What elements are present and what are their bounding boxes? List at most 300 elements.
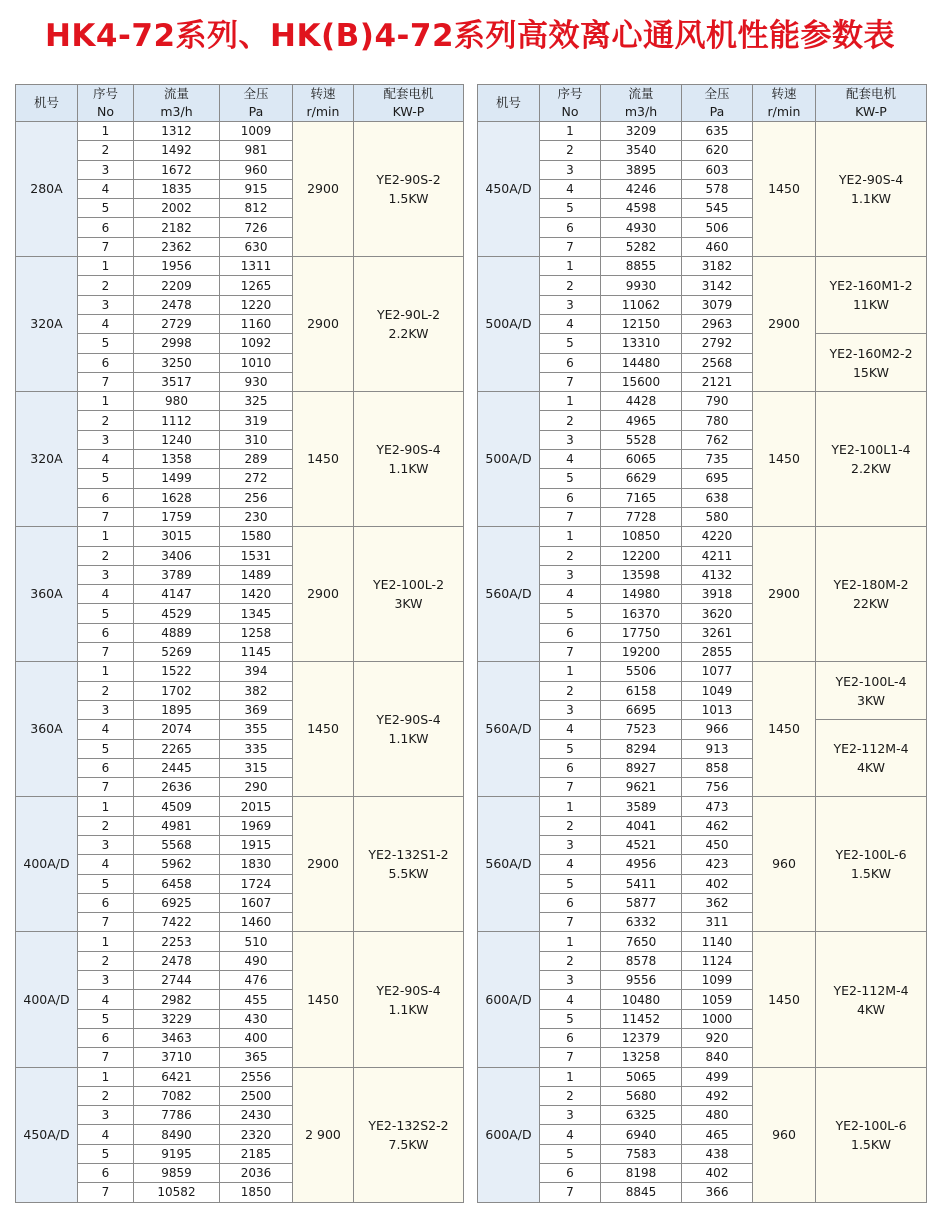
flow-value: 1702	[134, 681, 220, 700]
motor-spec	[354, 1067, 464, 1202]
flow-value: 4598	[601, 199, 682, 218]
flow-value: 13310	[601, 334, 682, 353]
flow-value: 4981	[134, 816, 220, 835]
pressure-value: 1160	[220, 314, 293, 333]
row-number: 5	[78, 199, 134, 218]
motor-model: YE2-90S-4	[838, 172, 904, 188]
pressure-value: 2015	[220, 797, 293, 816]
pressure-value: 450	[682, 835, 753, 854]
flow-value: 19200	[601, 643, 682, 662]
pressure-value: 3182	[682, 257, 753, 276]
table-row	[478, 720, 927, 739]
pressure-value: 476	[220, 971, 293, 990]
flow-value: 1112	[134, 411, 220, 430]
motor-model: YE2-100L-6	[835, 847, 907, 863]
row-number: 2	[78, 816, 134, 835]
motor-power: 1.1KW	[388, 461, 429, 477]
row-number: 3	[78, 160, 134, 179]
motor-power: 11KW	[852, 297, 890, 313]
motor-power: 3KW	[394, 596, 423, 612]
row-number: 7	[540, 237, 601, 256]
pressure-value: 1850	[220, 1183, 293, 1202]
flow-value: 7422	[134, 913, 220, 932]
motor-model: YE2-100L-2	[372, 577, 445, 593]
row-number: 4	[540, 855, 601, 874]
pressure-value: 1077	[682, 662, 753, 681]
flow-value: 4529	[134, 604, 220, 623]
flow-value: 4956	[601, 855, 682, 874]
flow-value: 3540	[601, 141, 682, 160]
flow-value: 2002	[134, 199, 220, 218]
row-number: 5	[78, 739, 134, 758]
flow-value: 6925	[134, 893, 220, 912]
pressure-value: 4132	[682, 565, 753, 584]
pressure-value: 2855	[682, 643, 753, 662]
table-row	[478, 797, 927, 816]
fan-model: 600A/D	[478, 1067, 540, 1202]
pressure-value: 1009	[220, 122, 293, 141]
flow-value: 2478	[134, 951, 220, 970]
pressure-value: 1013	[682, 700, 753, 719]
row-number: 4	[540, 314, 601, 333]
pressure-value: 315	[220, 758, 293, 777]
fan-model: 560A/D	[478, 662, 540, 797]
flow-value: 3015	[134, 527, 220, 546]
table-row	[478, 334, 927, 353]
flow-value: 9930	[601, 276, 682, 295]
flow-value: 980	[134, 392, 220, 411]
flow-value: 4521	[601, 835, 682, 854]
pressure-value: 3261	[682, 623, 753, 642]
pressure-value: 362	[682, 893, 753, 912]
row-number: 6	[540, 893, 601, 912]
motor-spec	[816, 797, 927, 932]
flow-value: 8845	[601, 1183, 682, 1202]
flow-value: 8490	[134, 1125, 220, 1144]
flow-value: 8855	[601, 257, 682, 276]
flow-value: 4041	[601, 816, 682, 835]
row-number: 6	[78, 218, 134, 237]
row-number: 5	[540, 1144, 601, 1163]
pressure-value: 465	[682, 1125, 753, 1144]
flow-value: 3789	[134, 565, 220, 584]
row-number: 6	[540, 758, 601, 777]
motor-spec	[816, 662, 927, 720]
motor-spec	[354, 392, 464, 527]
pressure-value: 780	[682, 411, 753, 430]
flow-value: 3895	[601, 160, 682, 179]
pressure-value: 1311	[220, 257, 293, 276]
pressure-value: 1000	[682, 1009, 753, 1028]
pressure-value: 1531	[220, 546, 293, 565]
row-number: 2	[78, 141, 134, 160]
pressure-value: 603	[682, 160, 753, 179]
header-speed: 转速	[753, 85, 816, 104]
table-row	[478, 122, 927, 141]
row-number: 6	[78, 488, 134, 507]
row-number: 5	[540, 739, 601, 758]
flow-value: 12150	[601, 314, 682, 333]
row-number: 7	[78, 1048, 134, 1067]
row-number: 5	[540, 604, 601, 623]
pressure-value: 726	[220, 218, 293, 237]
pressure-value: 578	[682, 179, 753, 198]
row-number: 2	[540, 141, 601, 160]
speed-value: 2900	[753, 527, 816, 662]
fan-model: 400A/D	[16, 932, 78, 1067]
row-number: 1	[78, 932, 134, 951]
row-number: 3	[78, 430, 134, 449]
motor-power: 1.1KW	[851, 191, 891, 207]
flow-value: 3250	[134, 353, 220, 372]
header-flow: 流量	[134, 85, 220, 104]
pressure-value: 499	[682, 1067, 753, 1086]
flow-value: 2182	[134, 218, 220, 237]
fan-model: 560A/D	[478, 527, 540, 662]
pressure-value: 4220	[682, 527, 753, 546]
motor-power: 1.5KW	[851, 1136, 891, 1152]
motor-model: YE2-112M-4	[833, 741, 909, 757]
speed-value: 960	[753, 1067, 816, 1202]
row-number: 7	[540, 913, 601, 932]
row-number: 5	[540, 334, 601, 353]
motor-spec	[354, 527, 464, 662]
flow-value: 9556	[601, 971, 682, 990]
pressure-value: 3079	[682, 295, 753, 314]
flow-value: 8198	[601, 1164, 682, 1183]
row-number: 6	[540, 218, 601, 237]
pressure-value: 2792	[682, 334, 753, 353]
row-number: 7	[78, 643, 134, 662]
pressure-value: 695	[682, 469, 753, 488]
flow-value: 2445	[134, 758, 220, 777]
flow-value: 3463	[134, 1028, 220, 1047]
flow-value: 7165	[601, 488, 682, 507]
row-number: 4	[78, 314, 134, 333]
fan-model: 280A	[16, 122, 78, 257]
motor-spec	[816, 932, 927, 1067]
pressure-value: 960	[220, 160, 293, 179]
pressure-value: 230	[220, 507, 293, 526]
pressure-value: 930	[220, 372, 293, 391]
pressure-value: 762	[682, 430, 753, 449]
motor-model: YE2-90S-4	[376, 712, 441, 728]
header-motor-unit: KW-P	[354, 103, 464, 122]
flow-value: 5877	[601, 893, 682, 912]
row-number: 6	[78, 758, 134, 777]
row-number: 7	[78, 237, 134, 256]
pressure-value: 1099	[682, 971, 753, 990]
row-number: 6	[78, 1164, 134, 1183]
speed-value: 2900	[293, 122, 354, 257]
pressure-value: 2500	[220, 1086, 293, 1105]
pressure-value: 430	[220, 1009, 293, 1028]
flow-value: 2253	[134, 932, 220, 951]
speed-value: 2900	[293, 797, 354, 932]
row-number: 3	[540, 700, 601, 719]
pressure-value: 335	[220, 739, 293, 758]
pressure-value: 460	[682, 237, 753, 256]
flow-value: 9195	[134, 1144, 220, 1163]
motor-power: 2.2KW	[851, 461, 891, 477]
pressure-value: 473	[682, 797, 753, 816]
header-speed: 转速	[293, 85, 354, 104]
pressure-value: 369	[220, 700, 293, 719]
row-number: 3	[78, 835, 134, 854]
row-number: 6	[78, 353, 134, 372]
pressure-value: 1607	[220, 893, 293, 912]
flow-value: 11062	[601, 295, 682, 314]
row-number: 5	[78, 1144, 134, 1163]
pressure-value: 290	[220, 778, 293, 797]
row-number: 5	[78, 469, 134, 488]
header-pressure-unit: Pa	[682, 103, 753, 122]
pressure-value: 462	[682, 816, 753, 835]
flow-value: 2636	[134, 778, 220, 797]
flow-value: 3517	[134, 372, 220, 391]
row-number: 4	[78, 585, 134, 604]
fan-model: 560A/D	[478, 797, 540, 932]
flow-value: 17750	[601, 623, 682, 642]
motor-spec	[354, 932, 464, 1067]
pressure-value: 840	[682, 1048, 753, 1067]
pressure-value: 620	[682, 141, 753, 160]
row-number: 1	[78, 257, 134, 276]
pressure-value: 1258	[220, 623, 293, 642]
row-number: 2	[78, 951, 134, 970]
flow-value: 9859	[134, 1164, 220, 1183]
flow-value: 13598	[601, 565, 682, 584]
row-number: 1	[78, 392, 134, 411]
flow-value: 10582	[134, 1183, 220, 1202]
pressure-value: 1724	[220, 874, 293, 893]
flow-value: 11452	[601, 1009, 682, 1028]
pressure-value: 394	[220, 662, 293, 681]
pressure-value: 366	[682, 1183, 753, 1202]
header-no-unit: No	[78, 103, 134, 122]
motor-model: YE2-100L-6	[835, 1117, 907, 1133]
speed-value: 1450	[753, 932, 816, 1067]
header-motor: 配套电机	[816, 85, 927, 104]
pressure-value: 1345	[220, 604, 293, 623]
flow-value: 2998	[134, 334, 220, 353]
flow-value: 5506	[601, 662, 682, 681]
motor-spec	[816, 392, 927, 527]
fan-model: 320A	[16, 257, 78, 392]
row-number: 7	[78, 372, 134, 391]
header-flow-unit: m3/h	[601, 103, 682, 122]
row-number: 2	[78, 546, 134, 565]
row-number: 7	[78, 507, 134, 526]
motor-power: 2.2KW	[388, 326, 429, 342]
fan-model: 500A/D	[478, 257, 540, 392]
row-number: 4	[78, 990, 134, 1009]
row-number: 2	[540, 411, 601, 430]
row-number: 2	[78, 276, 134, 295]
row-number: 7	[540, 507, 601, 526]
speed-value: 2900	[293, 527, 354, 662]
row-number: 6	[78, 623, 134, 642]
pressure-value: 790	[682, 392, 753, 411]
row-number: 4	[540, 450, 601, 469]
pressure-value: 256	[220, 488, 293, 507]
row-number: 7	[78, 778, 134, 797]
row-number: 7	[78, 1183, 134, 1202]
flow-value: 10480	[601, 990, 682, 1009]
pressure-value: 2556	[220, 1067, 293, 1086]
pressure-value: 580	[682, 507, 753, 526]
pressure-value: 455	[220, 990, 293, 1009]
pressure-value: 510	[220, 932, 293, 951]
speed-value: 1450	[753, 662, 816, 797]
pressure-value: 310	[220, 430, 293, 449]
pressure-value: 635	[682, 122, 753, 141]
row-number: 4	[540, 720, 601, 739]
row-number: 3	[540, 835, 601, 854]
speed-value: 1450	[753, 122, 816, 257]
pressure-value: 311	[682, 913, 753, 932]
pressure-value: 2568	[682, 353, 753, 372]
flow-value: 4147	[134, 585, 220, 604]
pressure-value: 1830	[220, 855, 293, 874]
row-number: 4	[540, 585, 601, 604]
motor-model: YE2-112M-4	[833, 982, 909, 998]
flow-value: 1956	[134, 257, 220, 276]
row-number: 6	[540, 623, 601, 642]
motor-spec	[816, 720, 927, 797]
flow-value: 1628	[134, 488, 220, 507]
row-number: 2	[540, 951, 601, 970]
header-flow: 流量	[601, 85, 682, 104]
flow-value: 7728	[601, 507, 682, 526]
flow-value: 3229	[134, 1009, 220, 1028]
motor-power: 7.5KW	[388, 1136, 429, 1152]
motor-model: YE2-100L-4	[835, 673, 907, 689]
row-number: 1	[78, 662, 134, 681]
fan-model: 320A	[16, 392, 78, 527]
row-number: 1	[540, 527, 601, 546]
flow-value: 5269	[134, 643, 220, 662]
motor-spec	[354, 797, 464, 932]
flow-value: 2478	[134, 295, 220, 314]
motor-spec	[816, 527, 927, 662]
flow-value: 6332	[601, 913, 682, 932]
row-number: 5	[540, 1009, 601, 1028]
row-number: 3	[540, 430, 601, 449]
pressure-value: 1220	[220, 295, 293, 314]
motor-model: YE2-160M2-2	[829, 345, 913, 361]
table-row	[16, 392, 464, 411]
speed-value: 1450	[753, 392, 816, 527]
flow-value: 1759	[134, 507, 220, 526]
flow-value: 6158	[601, 681, 682, 700]
flow-value: 3406	[134, 546, 220, 565]
pressure-value: 2036	[220, 1164, 293, 1183]
flow-value: 2982	[134, 990, 220, 1009]
flow-value: 10850	[601, 527, 682, 546]
table-row	[16, 1067, 464, 1086]
row-number: 3	[540, 295, 601, 314]
row-number: 3	[78, 565, 134, 584]
pressure-value: 272	[220, 469, 293, 488]
flow-value: 13258	[601, 1048, 682, 1067]
row-number: 6	[540, 1164, 601, 1183]
row-number: 7	[540, 778, 601, 797]
flow-value: 5680	[601, 1086, 682, 1105]
pressure-value: 1460	[220, 913, 293, 932]
table-row	[478, 257, 927, 276]
row-number: 1	[540, 662, 601, 681]
flow-value: 5568	[134, 835, 220, 854]
flow-value: 1492	[134, 141, 220, 160]
flow-value: 12200	[601, 546, 682, 565]
fan-model: 450A/D	[16, 1067, 78, 1202]
flow-value: 4509	[134, 797, 220, 816]
row-number: 2	[540, 276, 601, 295]
row-number: 4	[540, 990, 601, 1009]
flow-value: 14480	[601, 353, 682, 372]
row-number: 3	[78, 971, 134, 990]
flow-value: 4930	[601, 218, 682, 237]
motor-spec	[816, 334, 927, 392]
motor-power: 22KW	[852, 596, 890, 612]
flow-value: 9621	[601, 778, 682, 797]
flow-value: 5962	[134, 855, 220, 874]
row-number: 2	[540, 816, 601, 835]
flow-value: 3589	[601, 797, 682, 816]
header-pressure: 全压	[220, 85, 293, 104]
motor-model: YE2-90S-2	[376, 172, 441, 188]
flow-value: 8578	[601, 951, 682, 970]
flow-value: 8294	[601, 739, 682, 758]
motor-model: YE2-160M1-2	[829, 278, 913, 294]
motor-power: 1.5KW	[388, 191, 429, 207]
row-number: 5	[540, 199, 601, 218]
row-number: 5	[78, 1009, 134, 1028]
flow-value: 8927	[601, 758, 682, 777]
pressure-value: 325	[220, 392, 293, 411]
row-number: 2	[540, 1086, 601, 1105]
motor-power: 1.1KW	[388, 731, 429, 747]
row-number: 7	[540, 1048, 601, 1067]
flow-value: 4965	[601, 411, 682, 430]
pressure-value: 1059	[682, 990, 753, 1009]
row-number: 2	[540, 546, 601, 565]
pressure-value: 490	[220, 951, 293, 970]
motor-model: YE2-90L-2	[376, 307, 441, 323]
speed-value: 2900	[293, 257, 354, 392]
flow-value: 6065	[601, 450, 682, 469]
motor-model: YE2-90S-4	[376, 982, 441, 998]
row-number: 5	[540, 874, 601, 893]
flow-value: 5528	[601, 430, 682, 449]
pressure-value: 920	[682, 1028, 753, 1047]
flow-value: 7650	[601, 932, 682, 951]
pressure-value: 3142	[682, 276, 753, 295]
fan-model: 450A/D	[478, 122, 540, 257]
table-row	[478, 392, 927, 411]
header-motor: 配套电机	[354, 85, 464, 104]
row-number: 6	[540, 1028, 601, 1047]
speed-value: 1450	[293, 392, 354, 527]
flow-value: 6695	[601, 700, 682, 719]
row-number: 2	[78, 681, 134, 700]
row-number: 4	[78, 450, 134, 469]
pressure-value: 289	[220, 450, 293, 469]
fan-model: 500A/D	[478, 392, 540, 527]
pressure-value: 913	[682, 739, 753, 758]
table-row	[16, 122, 464, 141]
